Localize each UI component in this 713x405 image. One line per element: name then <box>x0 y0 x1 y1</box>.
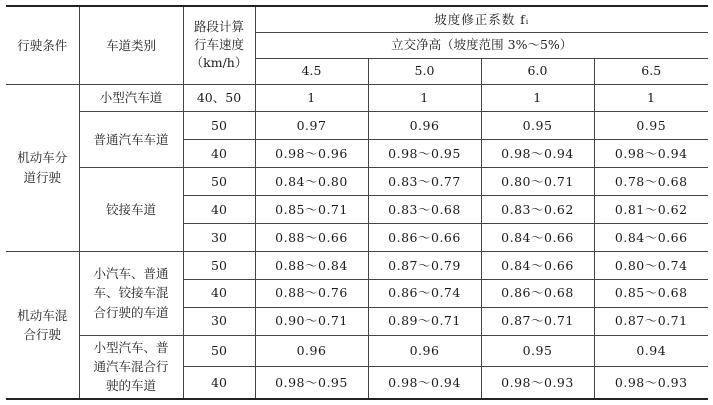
grade-factor-cell: 0.84～0.66 <box>481 251 594 279</box>
grade-factor-cell: 0.83～0.77 <box>368 168 481 196</box>
table-row <box>6 112 708 140</box>
header-design-speed-text: 路段计算行车速度（km/h） <box>190 19 248 71</box>
header-clearance-6-0: 6.0 <box>481 58 594 84</box>
speed-cell: 50 <box>183 335 255 367</box>
header-clearance-4-5: 4.5 <box>255 58 368 84</box>
grade-factor-cell: 0.83～0.62 <box>481 196 594 224</box>
grade-factor-cell: 0.98～0.94 <box>481 140 594 168</box>
header-lane-type: 车道类别 <box>79 6 183 84</box>
speed-cell: 30 <box>183 307 255 335</box>
grade-factor-cell: 0.87～0.71 <box>481 307 594 335</box>
grade-factor-cell: 0.98～0.96 <box>255 140 368 168</box>
lane-type-cell: 小型汽车、普通汽车混合行驶的车道 <box>79 335 183 399</box>
grade-factor-cell: 0.97 <box>255 112 368 140</box>
grade-factor-cell: 0.85～0.71 <box>255 196 368 224</box>
grade-factor-cell: 0.98～0.95 <box>368 140 481 168</box>
grade-correction-table <box>6 5 708 400</box>
grade-factor-cell: 1 <box>594 84 708 112</box>
grade-factor-cell: 0.87～0.79 <box>368 251 481 279</box>
grade-factor-cell: 0.89～0.71 <box>368 307 481 335</box>
header-clearance: 立交净高（坡度范围 3%～5%） <box>255 32 708 58</box>
header-driving-condition: 行驶条件 <box>6 6 79 84</box>
lane-type-cell: 小汽车、普通车、铰接车混合行驶的车道 <box>79 251 183 335</box>
grade-factor-cell: 0.95 <box>481 335 594 367</box>
grade-factor-cell: 0.96 <box>255 335 368 367</box>
header-clearance-6-5: 6.5 <box>594 58 708 84</box>
grade-factor-cell: 0.87～0.71 <box>594 307 708 335</box>
grade-factor-cell: 0.96 <box>368 112 481 140</box>
lane-type-cell: 普通汽车车道 <box>79 112 183 168</box>
table-row <box>6 168 708 196</box>
grade-factor-cell: 0.83～0.68 <box>368 196 481 224</box>
speed-cell: 40 <box>183 196 255 224</box>
grade-factor-cell: 0.88～0.84 <box>255 251 368 279</box>
grade-factor-cell: 0.94 <box>594 335 708 367</box>
lane-type-cell: 小型汽车道 <box>79 84 183 112</box>
table-row <box>6 84 708 112</box>
grade-factor-cell: 0.85～0.68 <box>594 279 708 307</box>
driving-condition-cell: 机动车混合行驶 <box>6 251 79 399</box>
table-row <box>6 251 708 279</box>
grade-factor-cell: 0.86～0.68 <box>481 279 594 307</box>
driving-condition-cell: 机动车分道行驶 <box>6 84 79 251</box>
grade-factor-cell: 0.95 <box>594 112 708 140</box>
grade-factor-cell: 1 <box>255 84 368 112</box>
grade-factor-cell: 0.86～0.74 <box>368 279 481 307</box>
grade-factor-cell: 0.95 <box>481 112 594 140</box>
grade-factor-cell: 0.96 <box>368 335 481 367</box>
speed-cell: 50 <box>183 112 255 140</box>
header-grade-factor: 坡度修正系数 fᵢ <box>255 6 708 32</box>
grade-factor-cell: 0.98～0.94 <box>594 140 708 168</box>
grade-factor-cell: 0.78～0.68 <box>594 168 708 196</box>
speed-cell: 50 <box>183 251 255 279</box>
grade-factor-cell: 0.86～0.66 <box>368 223 481 251</box>
speed-cell: 40 <box>183 140 255 168</box>
grade-factor-cell: 0.80～0.71 <box>481 168 594 196</box>
header-design-speed <box>183 6 255 84</box>
grade-factor-cell: 1 <box>368 84 481 112</box>
grade-factor-cell: 0.98～0.93 <box>481 367 594 399</box>
speed-cell: 40、50 <box>183 84 255 112</box>
table-body <box>6 84 708 399</box>
grade-factor-cell: 0.84～0.80 <box>255 168 368 196</box>
grade-factor-cell: 0.84～0.66 <box>594 223 708 251</box>
grade-factor-cell: 0.98～0.94 <box>368 367 481 399</box>
grade-factor-cell: 0.98～0.93 <box>594 367 708 399</box>
table-row <box>6 335 708 367</box>
grade-factor-cell: 0.80～0.74 <box>594 251 708 279</box>
speed-cell: 50 <box>183 168 255 196</box>
speed-cell: 30 <box>183 223 255 251</box>
grade-factor-cell: 0.81～0.62 <box>594 196 708 224</box>
grade-factor-cell: 0.84～0.66 <box>481 223 594 251</box>
grade-factor-cell: 0.88～0.66 <box>255 223 368 251</box>
grade-factor-cell: 0.98～0.95 <box>255 367 368 399</box>
speed-cell: 40 <box>183 279 255 307</box>
lane-type-cell: 铰接车道 <box>79 168 183 252</box>
grade-factor-cell: 0.90～0.71 <box>255 307 368 335</box>
header-clearance-5-0: 5.0 <box>368 58 481 84</box>
grade-factor-cell: 0.88～0.76 <box>255 279 368 307</box>
speed-cell: 40 <box>183 367 255 399</box>
grade-factor-cell: 1 <box>481 84 594 112</box>
